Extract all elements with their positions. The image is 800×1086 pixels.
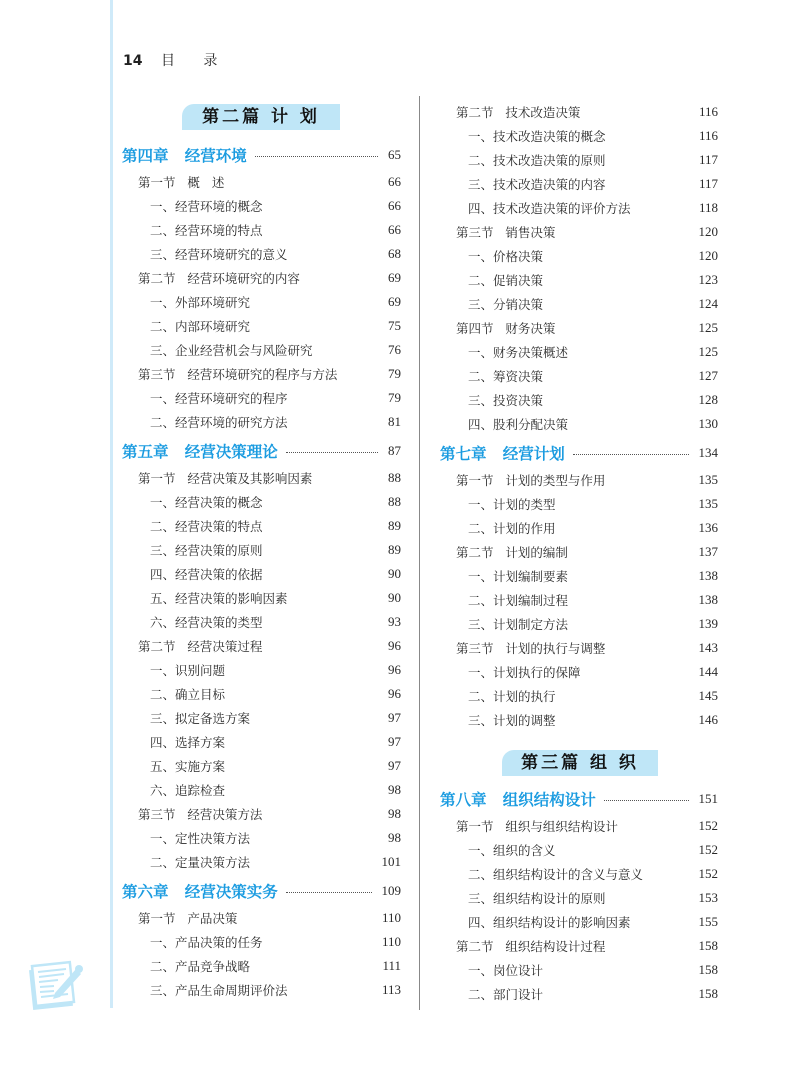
page-header bbox=[123, 50, 229, 70]
entry-title: 二、确立目标 bbox=[150, 687, 226, 702]
toc-item-entry[interactable] bbox=[440, 340, 718, 364]
toc-section-entry[interactable] bbox=[440, 636, 718, 660]
entry-page-number: 158 bbox=[698, 938, 718, 953]
entry-title: 四、股利分配决策 bbox=[468, 417, 569, 432]
toc-item-entry[interactable] bbox=[440, 564, 718, 588]
entry-page-number: 113 bbox=[381, 982, 401, 997]
toc-item-entry[interactable] bbox=[440, 148, 718, 172]
entry-title: 三、计划的调整 bbox=[468, 713, 556, 728]
entry-title: 第七章 经营计划 bbox=[440, 445, 565, 463]
toc-item-entry[interactable] bbox=[440, 660, 718, 684]
toc-item-entry[interactable] bbox=[440, 196, 718, 220]
entry-page-number: 135 bbox=[698, 496, 718, 511]
entry-title: 一、经营环境研究的程序 bbox=[150, 391, 288, 406]
entry-title: 一、外部环境研究 bbox=[150, 295, 251, 310]
toc-item-entry[interactable] bbox=[122, 826, 401, 850]
toc-item-entry[interactable] bbox=[440, 292, 718, 316]
entry-title: 二、部门设计 bbox=[468, 987, 544, 1002]
entry-title: 第一节 组织与组织结构设计 bbox=[456, 819, 618, 834]
toc-section-entry[interactable] bbox=[440, 468, 718, 492]
toc-item-entry[interactable] bbox=[122, 978, 401, 1002]
toc-section-entry[interactable] bbox=[122, 634, 401, 658]
entry-title: 第三节 经营环境研究的程序与方法 bbox=[138, 367, 338, 382]
toc-item-entry[interactable] bbox=[440, 388, 718, 412]
entry-title: 二、经营环境的特点 bbox=[150, 223, 263, 238]
toc-item-entry[interactable] bbox=[440, 244, 718, 268]
entry-title: 二、筹资决策 bbox=[468, 369, 544, 384]
toc-item-entry[interactable] bbox=[440, 958, 718, 982]
entry-page-number: 101 bbox=[381, 854, 401, 869]
entry-page-number: 88 bbox=[388, 470, 401, 485]
entry-page-number: 68 bbox=[388, 246, 401, 261]
entry-page-number: 128 bbox=[698, 392, 718, 407]
entry-page-number: 117 bbox=[698, 152, 718, 167]
entry-title: 第四节 财务决策 bbox=[456, 321, 556, 336]
entry-title: 第一节 产品决策 bbox=[138, 911, 238, 926]
entry-page-number: 138 bbox=[698, 568, 718, 583]
entry-title: 第一节 经营决策及其影响因素 bbox=[138, 471, 313, 486]
entry-title: 二、经营环境的研究方法 bbox=[150, 415, 288, 430]
toc-item-entry[interactable] bbox=[122, 562, 401, 586]
toc-section-entry[interactable] bbox=[122, 170, 401, 194]
entry-title: 一、价格决策 bbox=[468, 249, 544, 264]
entry-page-number: 75 bbox=[388, 318, 401, 333]
toc-item-entry[interactable] bbox=[122, 410, 401, 434]
entry-title: 一、技术改造决策的概念 bbox=[468, 129, 606, 144]
entry-page-number: 124 bbox=[698, 296, 718, 311]
entry-page-number: 97 bbox=[388, 734, 401, 749]
entry-page-number: 81 bbox=[388, 414, 401, 429]
entry-title: 四、选择方案 bbox=[150, 735, 226, 750]
toc-section-entry[interactable] bbox=[122, 802, 401, 826]
notepad-pencil-icon bbox=[28, 955, 84, 1015]
toc-right-column bbox=[440, 100, 718, 1006]
toc-section-entry[interactable] bbox=[122, 362, 401, 386]
entry-title: 一、产品决策的任务 bbox=[150, 935, 263, 950]
entry-page-number: 69 bbox=[388, 270, 401, 285]
entry-title: 五、实施方案 bbox=[150, 759, 226, 774]
entry-page-number: 98 bbox=[388, 782, 401, 797]
entry-page-number: 66 bbox=[388, 222, 401, 237]
entry-title: 三、经营环境研究的意义 bbox=[150, 247, 288, 262]
toc-item-entry[interactable] bbox=[440, 516, 718, 540]
entry-page-number: 138 bbox=[698, 592, 718, 607]
entry-page-number: 146 bbox=[698, 712, 718, 727]
entry-title: 三、企业经营机会与风险研究 bbox=[150, 343, 313, 358]
entry-page-number: 117 bbox=[698, 176, 718, 191]
toc-section-entry[interactable] bbox=[440, 100, 718, 124]
toc-item-entry[interactable] bbox=[122, 338, 401, 362]
entry-title: 一、岗位设计 bbox=[468, 963, 544, 978]
entry-title: 一、计划的类型 bbox=[468, 497, 556, 512]
dot-leader bbox=[286, 452, 378, 453]
toc-section-entry[interactable] bbox=[440, 316, 718, 340]
toc-item-entry[interactable] bbox=[122, 706, 401, 730]
entry-page-number: 120 bbox=[698, 248, 718, 263]
toc-item-entry[interactable] bbox=[122, 386, 401, 410]
toc-item-entry[interactable] bbox=[122, 954, 401, 978]
toc-chapter-entry[interactable] bbox=[122, 143, 401, 167]
entry-title: 一、计划编制要素 bbox=[468, 569, 569, 584]
toc-section-entry[interactable] bbox=[440, 220, 718, 244]
entry-page-number: 152 bbox=[698, 842, 718, 857]
entry-page-number: 130 bbox=[698, 416, 718, 431]
toc-item-entry[interactable] bbox=[440, 172, 718, 196]
toc-left-column bbox=[122, 104, 401, 1002]
entry-page-number: 69 bbox=[388, 294, 401, 309]
entry-page-number: 109 bbox=[381, 883, 401, 898]
toc-item-entry[interactable] bbox=[122, 314, 401, 338]
entry-page-number: 152 bbox=[698, 818, 718, 833]
dot-leader bbox=[255, 156, 378, 157]
entry-page-number: 79 bbox=[388, 366, 401, 381]
entry-title: 一、组织的含义 bbox=[468, 843, 556, 858]
entry-page-number: 153 bbox=[698, 890, 718, 905]
entry-page-number: 89 bbox=[388, 542, 401, 557]
entry-page-number: 98 bbox=[388, 806, 401, 821]
entry-title: 三、经营决策的原则 bbox=[150, 543, 263, 558]
entry-page-number: 125 bbox=[698, 344, 718, 359]
entry-title: 三、投资决策 bbox=[468, 393, 544, 408]
entry-title: 三、分销决策 bbox=[468, 297, 544, 312]
running-title: 目 录 bbox=[160, 53, 230, 69]
dot-leader bbox=[604, 800, 689, 801]
entry-page-number: 111 bbox=[382, 958, 401, 973]
entry-page-number: 123 bbox=[698, 272, 718, 287]
entry-page-number: 110 bbox=[381, 910, 401, 925]
toc-item-entry[interactable] bbox=[440, 492, 718, 516]
toc-item-entry[interactable] bbox=[440, 910, 718, 934]
entry-title: 二、经营决策的特点 bbox=[150, 519, 263, 534]
entry-title: 二、组织结构设计的含义与意义 bbox=[468, 867, 644, 882]
entry-title: 二、内部环境研究 bbox=[150, 319, 251, 334]
entry-title: 三、组织结构设计的原则 bbox=[468, 891, 606, 906]
toc-item-entry[interactable] bbox=[122, 610, 401, 634]
part-banner: 第三篇 组 织 bbox=[502, 750, 658, 776]
toc-item-entry[interactable] bbox=[122, 194, 401, 218]
entry-title: 一、经营决策的概念 bbox=[150, 495, 263, 510]
entry-page-number: 87 bbox=[388, 443, 401, 458]
entry-page-number: 88 bbox=[388, 494, 401, 509]
toc-item-entry[interactable] bbox=[440, 588, 718, 612]
entry-page-number: 90 bbox=[388, 566, 401, 581]
entry-page-number: 66 bbox=[388, 198, 401, 213]
entry-page-number: 65 bbox=[388, 147, 401, 162]
entry-title: 三、计划制定方法 bbox=[468, 617, 569, 632]
entry-title: 第三节 销售决策 bbox=[456, 225, 556, 240]
toc-section-entry[interactable] bbox=[440, 540, 718, 564]
entry-title: 四、技术改造决策的评价方法 bbox=[468, 201, 631, 216]
page-number: 14 bbox=[123, 53, 143, 69]
entry-title: 第六章 经营决策实务 bbox=[122, 883, 278, 901]
entry-title: 第八章 组织结构设计 bbox=[440, 791, 596, 809]
entry-page-number: 158 bbox=[698, 962, 718, 977]
entry-page-number: 120 bbox=[698, 224, 718, 239]
toc-item-entry[interactable] bbox=[122, 490, 401, 514]
entry-title: 二、产品竞争战略 bbox=[150, 959, 251, 974]
toc-item-entry[interactable] bbox=[122, 514, 401, 538]
entry-title: 第一节 计划的类型与作用 bbox=[456, 473, 606, 488]
entry-page-number: 155 bbox=[698, 914, 718, 929]
column-divider bbox=[419, 96, 420, 1010]
toc-item-entry[interactable] bbox=[122, 730, 401, 754]
toc-item-entry[interactable] bbox=[440, 412, 718, 436]
entry-title: 第二节 计划的编制 bbox=[456, 545, 568, 560]
entry-page-number: 127 bbox=[698, 368, 718, 383]
toc-item-entry[interactable] bbox=[440, 708, 718, 732]
entry-page-number: 139 bbox=[698, 616, 718, 631]
entry-title: 五、经营决策的影响因素 bbox=[150, 591, 288, 606]
dot-leader bbox=[286, 892, 372, 893]
entry-title: 第二节 经营决策过程 bbox=[138, 639, 263, 654]
entry-page-number: 116 bbox=[698, 104, 718, 119]
entry-title: 第二节 组织结构设计过程 bbox=[456, 939, 606, 954]
entry-title: 一、定性决策方法 bbox=[150, 831, 251, 846]
toc-item-entry[interactable] bbox=[122, 754, 401, 778]
toc-chapter-entry[interactable] bbox=[122, 439, 401, 463]
toc-item-entry[interactable] bbox=[440, 612, 718, 636]
entry-title: 一、经营环境的概念 bbox=[150, 199, 263, 214]
margin-rule bbox=[110, 0, 113, 1008]
toc-item-entry[interactable] bbox=[122, 930, 401, 954]
entry-title: 一、识别问题 bbox=[150, 663, 226, 678]
entry-page-number: 135 bbox=[698, 472, 718, 487]
part-banner: 第二篇 计 划 bbox=[182, 104, 340, 130]
entry-page-number: 152 bbox=[698, 866, 718, 881]
toc-item-entry[interactable] bbox=[440, 886, 718, 910]
entry-page-number: 110 bbox=[381, 934, 401, 949]
entry-page-number: 118 bbox=[698, 200, 718, 215]
entry-title: 二、促销决策 bbox=[468, 273, 544, 288]
entry-title: 三、拟定备选方案 bbox=[150, 711, 251, 726]
toc-chapter-entry[interactable] bbox=[440, 441, 718, 465]
entry-title: 二、技术改造决策的原则 bbox=[468, 153, 606, 168]
entry-page-number: 93 bbox=[388, 614, 401, 629]
entry-title: 二、定量决策方法 bbox=[150, 855, 251, 870]
entry-title: 二、计划的执行 bbox=[468, 689, 556, 704]
entry-page-number: 144 bbox=[698, 664, 718, 679]
entry-title: 第二节 技术改造决策 bbox=[456, 105, 581, 120]
entry-page-number: 98 bbox=[388, 830, 401, 845]
entry-title: 六、经营决策的类型 bbox=[150, 615, 263, 630]
entry-title: 第一节 概 述 bbox=[138, 175, 225, 190]
toc-section-entry[interactable] bbox=[122, 466, 401, 490]
entry-page-number: 96 bbox=[388, 638, 401, 653]
toc-item-entry[interactable] bbox=[440, 124, 718, 148]
toc-item-entry[interactable] bbox=[440, 268, 718, 292]
toc-chapter-entry[interactable] bbox=[122, 879, 401, 903]
entry-title: 四、经营决策的依据 bbox=[150, 567, 263, 582]
dot-leader bbox=[573, 454, 689, 455]
entry-page-number: 96 bbox=[388, 686, 401, 701]
toc-item-entry[interactable] bbox=[122, 290, 401, 314]
entry-title: 第二节 经营环境研究的内容 bbox=[138, 271, 300, 286]
toc-item-entry[interactable] bbox=[122, 242, 401, 266]
entry-title: 第四章 经营环境 bbox=[122, 147, 247, 165]
toc-item-entry[interactable] bbox=[440, 982, 718, 1006]
entry-page-number: 151 bbox=[698, 791, 718, 806]
toc-item-entry[interactable] bbox=[440, 684, 718, 708]
toc-section-entry[interactable] bbox=[440, 814, 718, 838]
toc-item-entry[interactable] bbox=[122, 682, 401, 706]
entry-title: 二、计划编制过程 bbox=[468, 593, 569, 608]
entry-page-number: 96 bbox=[388, 662, 401, 677]
entry-title: 三、产品生命周期评价法 bbox=[150, 983, 288, 998]
entry-title: 二、计划的作用 bbox=[468, 521, 556, 536]
toc-item-entry[interactable] bbox=[122, 538, 401, 562]
entry-title: 第三节 经营决策方法 bbox=[138, 807, 263, 822]
entry-title: 三、技术改造决策的内容 bbox=[468, 177, 606, 192]
entry-page-number: 137 bbox=[698, 544, 718, 559]
entry-page-number: 143 bbox=[698, 640, 718, 655]
entry-page-number: 134 bbox=[698, 445, 718, 460]
entry-page-number: 97 bbox=[388, 758, 401, 773]
toc-chapter-entry[interactable] bbox=[440, 787, 718, 811]
toc-item-entry[interactable] bbox=[122, 586, 401, 610]
entry-page-number: 79 bbox=[388, 390, 401, 405]
entry-page-number: 90 bbox=[388, 590, 401, 605]
toc-section-entry[interactable] bbox=[122, 906, 401, 930]
entry-page-number: 158 bbox=[698, 986, 718, 1001]
toc-section-entry[interactable] bbox=[440, 934, 718, 958]
toc-section-entry[interactable] bbox=[122, 266, 401, 290]
entry-page-number: 89 bbox=[388, 518, 401, 533]
entry-title: 六、追踪检查 bbox=[150, 783, 226, 798]
toc-item-entry[interactable] bbox=[122, 658, 401, 682]
entry-title: 四、组织结构设计的影响因素 bbox=[468, 915, 631, 930]
entry-title: 第三节 计划的执行与调整 bbox=[456, 641, 606, 656]
entry-page-number: 136 bbox=[698, 520, 718, 535]
toc-item-entry[interactable] bbox=[440, 838, 718, 862]
entry-page-number: 66 bbox=[388, 174, 401, 189]
toc-item-entry[interactable] bbox=[122, 218, 401, 242]
entry-page-number: 125 bbox=[698, 320, 718, 335]
entry-page-number: 76 bbox=[388, 342, 401, 357]
entry-page-number: 145 bbox=[698, 688, 718, 703]
toc-item-entry[interactable] bbox=[440, 364, 718, 388]
entry-title: 第五章 经营决策理论 bbox=[122, 443, 278, 461]
toc-item-entry[interactable] bbox=[122, 850, 401, 874]
entry-page-number: 116 bbox=[698, 128, 718, 143]
entry-title: 一、财务决策概述 bbox=[468, 345, 569, 360]
toc-item-entry[interactable] bbox=[122, 778, 401, 802]
entry-title: 一、计划执行的保障 bbox=[468, 665, 581, 680]
entry-page-number: 97 bbox=[388, 710, 401, 725]
toc-item-entry[interactable] bbox=[440, 862, 718, 886]
